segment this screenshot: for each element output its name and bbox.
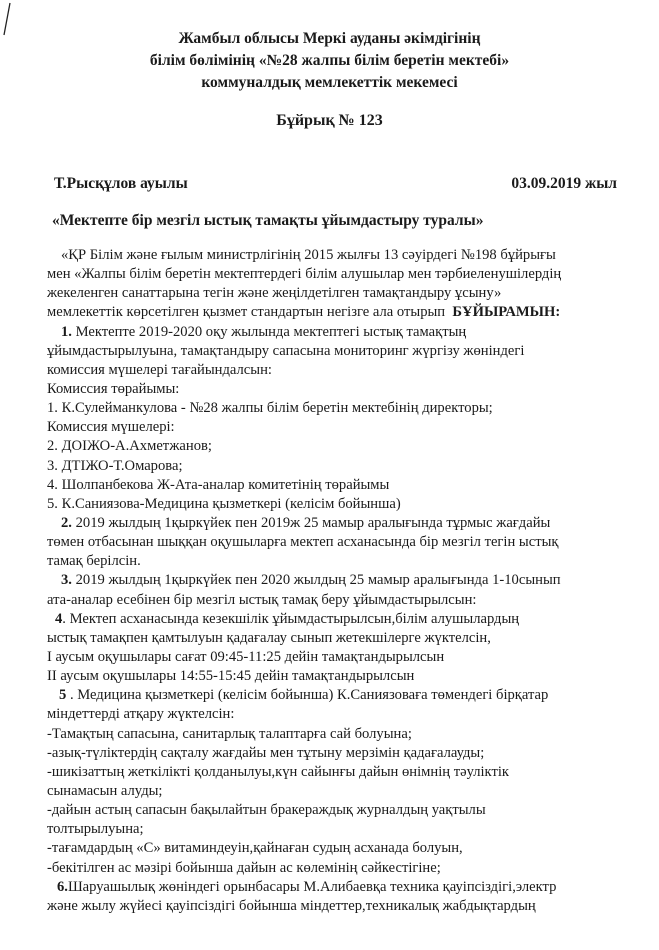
- item-number: 2.: [61, 514, 72, 531]
- item-text: . Медицина қызметкері (келісім бойынша) К.Саниязоваға төмендегі бірқатар: [66, 687, 549, 704]
- commission-member: 5. К.Саниязова-Медицина қызметкері (келісім бойынша): [47, 495, 401, 512]
- item-number: 4: [55, 610, 63, 627]
- item-text: Шаруашылық жөніндегі орынбасары М.Алибаевқа техника қауіпсіздігі,электр: [67, 878, 557, 895]
- item-1-line: ұйымдастырылуына, тамақтандыру сапасына мониторинг жүргізу жөніндегі: [47, 342, 525, 359]
- intro-line: [47, 303, 647, 322]
- intro-line: мен «Жалпы білім беретін мектептердегі білім алушылар мен тәрбиеленушілердің: [47, 266, 562, 283]
- header-line-1: Жамбыл облысы Меркі ауданы әкімдігінің: [178, 30, 481, 47]
- item-4-line: [47, 610, 647, 629]
- duty-item: -Тамақтың сапасына, санитарлық талаптарға сай болуына;: [47, 725, 412, 742]
- order-title: Бұйрық № 123: [276, 112, 383, 129]
- duty-item: сынамасын алуды;: [47, 782, 163, 799]
- duty-item: толтырылуына;: [47, 821, 144, 838]
- item-text: . Мектеп асханасында кезекшілік ұйымдастырылсын,білім алушылардың: [62, 610, 520, 627]
- commission-member: 4. Шолпанбекова Ж-Ата-аналар комитетінің төрайымы: [47, 476, 390, 493]
- order-keyword: БҰЙЫРАМЫН:: [452, 304, 561, 321]
- commission-member: 2. ДОІЖО-А.Ахметжанов;: [47, 438, 212, 455]
- item-number: 3.: [61, 572, 72, 589]
- header-line-3: коммуналдық мемлекеттік мекемесі: [201, 74, 458, 91]
- item-2-line: төмен отбасынан шыққан оқушыларға мектеп асханасында бір мезгіл тегін ыстық: [47, 534, 559, 551]
- item-1-line: [47, 323, 647, 342]
- duty-item: -азық-түліктердің сақталу жағдайы мен тұтыну мерзімін қадағалауды;: [47, 744, 485, 761]
- chair-label: Комиссия төрайымы:: [47, 380, 180, 397]
- subject: «Мектепте бір мезгіл ыстық тамақты ұйымдастыру туралы»: [52, 212, 484, 229]
- date: 03.09.2019 жыл: [511, 175, 617, 192]
- intro-text: мемлекеттік көрсетілген қызмет стандартын негізге ала отырып: [47, 304, 446, 321]
- duty-item: -дайын астың сапасын бақылайтын бракераждық журналдың уақтылы: [47, 802, 486, 819]
- item-number: 6.: [57, 878, 68, 895]
- item-4-line: ыстық тамақпен қамтылуын қадағалау сынып жетекшілерге жүктелсін,: [47, 629, 491, 646]
- item-text: 2019 жылдың 1қыркүйек пен 2020 жылдың 25 мамыр аралығында 1-10сынып: [71, 572, 561, 589]
- commission-member: 3. ДТІЖО-Т.Омарова;: [47, 457, 183, 474]
- item-2-line: [47, 514, 647, 533]
- item-number: 1.: [61, 323, 72, 340]
- duty-item: -тағамдардың «С» витаминдеуін,қайнаған судың асханада болуын,: [47, 840, 463, 857]
- item-5-line: міндеттерді атқару жүктелсін:: [47, 706, 235, 723]
- item-5-line: [47, 686, 647, 705]
- item-text: 2019 жылдың 1қыркүйек пен 2019ж 25 мамыр аралығында тұрмыс жағдайы: [71, 514, 551, 531]
- members-label: Комиссия мүшелері:: [47, 419, 175, 436]
- duty-item: -шикізаттың жеткілікті қолданылуы,күн сайынғы дайын өнімнің тәуліктік: [47, 763, 509, 780]
- item-text: Мектепте 2019-2020 оқу жылында мектептегі ыстық тамақтың: [71, 323, 467, 340]
- item-6-line: [47, 878, 647, 897]
- item-1-line: комиссия мүшелері тағайындалсын:: [47, 361, 272, 378]
- item-3-line: ата-аналар есебінен бір мезгіл ыстық тамақ беру ұйымдастырылсын:: [47, 591, 477, 608]
- item-4-line: І аусым оқушылары сағат 09:45-11:25 дейін тамақтандырылсын: [47, 648, 445, 665]
- item-6-line: және жылу жүйесі қауіпсіздігі бойынша міндеттер,техникалық жабдықтардың: [47, 897, 536, 914]
- item-4-line: ІІ аусым оқушылары 14:55-15:45 дейін тамақтандырылсын: [47, 668, 415, 685]
- commission-chair: 1. К.Сулейманкулова - №28 жалпы білім беретін мектебінің директоры;: [47, 400, 493, 417]
- header-line-2: білім бөлімінің «№28 жалпы білім беретін мектебі»: [149, 52, 510, 69]
- place: Т.Рысқұлов ауылы: [54, 175, 188, 192]
- document-body: [47, 246, 647, 916]
- item-2-line: тамақ берілсін.: [47, 553, 141, 570]
- item-number: 5: [59, 687, 67, 704]
- item-3-line: [47, 571, 647, 590]
- duty-item: -бекітілген ас мәзірі бойынша дайын ас көлемінің сәйкестігіне;: [47, 859, 441, 876]
- intro-line: «ҚР Білім және ғылым министрлігінің 2015 жылғы 13 сәуірдегі №198 бұйрығы: [61, 247, 556, 263]
- intro-line: жекеленген санаттарына тегін және жеңілдетілген тамақтандыру ұсыну»: [47, 285, 502, 302]
